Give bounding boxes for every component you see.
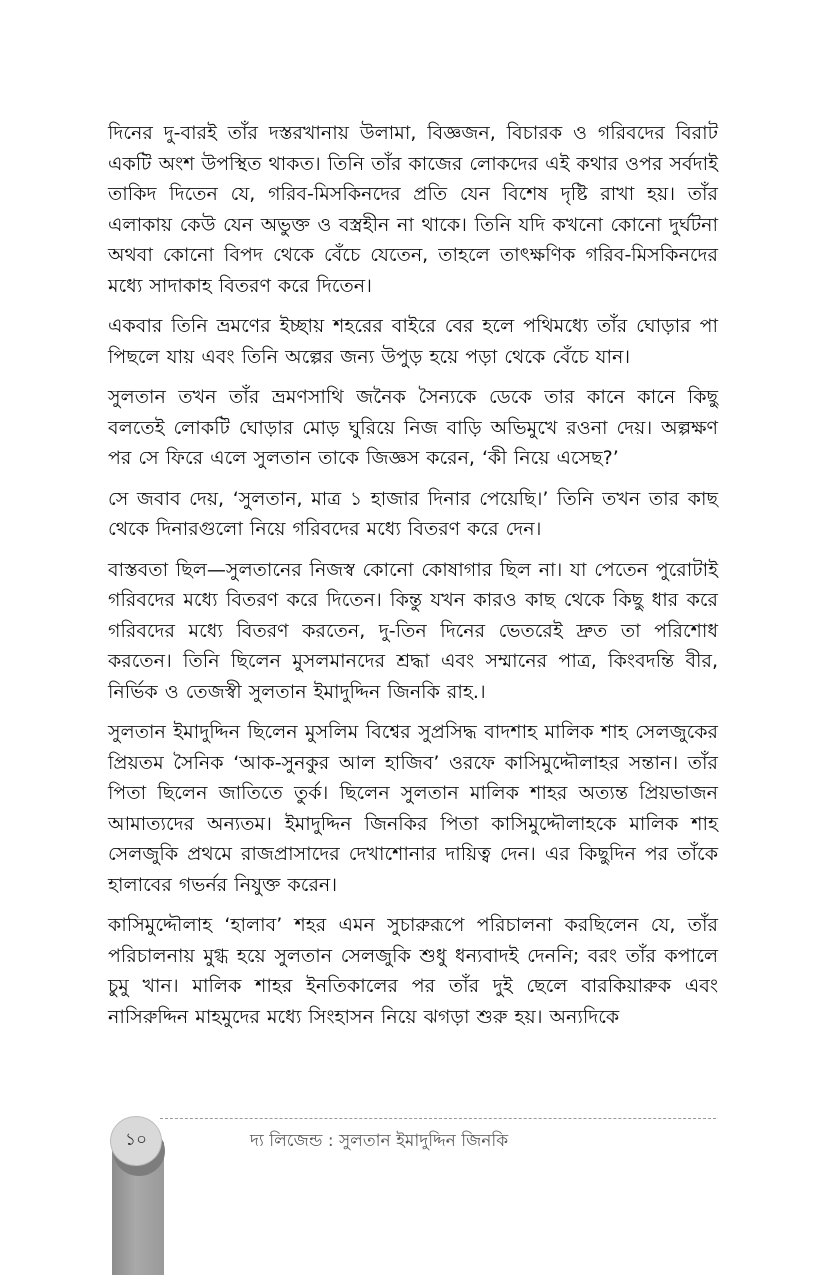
body-text <box>108 118 718 1042</box>
paragraph-3: সুলতান তখন তাঁর ভ্রমণসাথি জনৈক সৈন্যকে ডেকে তার কানে কানে কিছু বলতেই লোকটি ঘোড়ার মোড় ঘুরিয়ে নিজ বাড়ি অভিমুখে রওনা দেয়। অল্পক্ষণ পর সে ফিরে এলে সুলতান তাকে জিজ্ঞস করেন, ‘কী নিয়ে এসেছ?’ <box>108 386 718 469</box>
paragraph-5: বাস্তবতা ছিল—সুলতানের নিজস্ব কোনো কোষাগার ছিল না। যা পেতেন পুরোটাই গরিবদের মধ্যে বিতরণ করে দিতেন। কিন্তু যখন কারও কাছ থেকে কিছু ধার করে গরিবদের মধ্যে বিতরণ করতেন, দু-তিন দিনের ভেতরেই দ্রুত তা পরিশোধ করতেন। তিনি ছিলেন মুসলমানদের শ্রদ্ধা এবং সম্মানের পাত্র, কিংবদন্তি বীর, নির্ভিক ও তেজস্বী সুলতান ইমাদুদ্দিন জিনকি রাহ.। <box>108 558 718 703</box>
paragraph-6: সুলতান ইমাদুদ্দিন ছিলেন মুসলিম বিশ্বের সুপ্রসিদ্ধ বাদশাহ মালিক শাহ সেলজুকের প্রিয়তম সৈনিক ‘আক-সুনকুর আল হাজিব’ ওরফে কাসিমুদ্দৌলাহর সন্তান। তাঁর পিতা ছিলেন জাতিতে তুর্ক। ছিলেন সুলতান মালিক শাহর অত্যন্ত প্রিয়ভাজন আমাত্যদের অন্যতম। ইমাদুদ্দিন জিনকির পিতা কাসিমুদ্দৌলাহকে মালিক শাহ সেলজুকি প্রথমে রাজপ্রাসাদের দেখাশোনার দায়িত্ব দেন। এর কিছুদিন পর তাঁকে হালাবের গভর্নর নিযুক্ত করেন। <box>108 721 718 896</box>
footer-divider <box>160 1118 716 1119</box>
paragraph-7: কাসিমুদ্দৌলাহ ‘হালাব’ শহর এমন সুচারুরূপে পরিচালনা করছিলেন যে, তাঁর পরিচালনায় মুগ্ধ হয়ে সুলতান সেলজুকি শুধু ধন্যবাদই দেননি; বরং তাঁর কপালে চুমু খান। মালিক শাহর ইনতিকালের পর তাঁর দুই ছেলে বারকিয়ারুক এবং নাসিরুদ্দিন মাহমুদের মধ্যে সিংহাসন নিয়ে ঝগড়া শুরু হয়। অন্যদিকে <box>108 914 718 1028</box>
paragraph-1: দিনের দু-বারই তাঁর দস্তরখানায় উলামা, বিজ্ঞজন, বিচারক ও গরিবদের বিরাট একটি অংশ উপস্থিত থাকত। তিনি তাঁর কাজের লোকদের এই কথার ওপর সর্বদাই তাকিদ দিতেন যে, গরিব-মিসকিনদের প্রতি যেন বিশেষ দৃষ্টি রাখা হয়। তাঁর এলাকায় কেউ যেন অভুক্ত ও বস্ত্রহীন না থাকে। তিনি যদি কখনো কোনো দুর্ঘটনা অথবা কোনো বিপদ থেকে বেঁচে যেতেন, তাহলে তাৎক্ষণিক গরিব-মিসকিনদের মধ্যে সাদাকাহ বিতরণ করে দিতেন। <box>108 122 719 297</box>
running-title: দ্য লিজেন্ড : সুলতান ইমাদুদ্দিন জিনকি <box>250 1131 509 1151</box>
paragraph-2: একবার তিনি ভ্রমণের ইচ্ছায় শহরের বাইরে বের হলে পথিমধ্যে তাঁর ঘোড়ার পা পিছলে যায় এবং তিনি অল্পের জন্য উপুড় হয়ে পড়া থেকে বেঁচে যান। <box>108 315 718 368</box>
paragraph-4: সে জবাব দেয়, ‘সুলতান, মাত্র ১ হাজার দিনার পেয়েছি।’ তিনি তখন তার কাছ থেকে দিনারগুলো নিয়ে গরিবদের মধ্যে বিতরণ করে দেন। <box>108 487 718 540</box>
page-number: ১০ <box>110 1116 162 1166</box>
